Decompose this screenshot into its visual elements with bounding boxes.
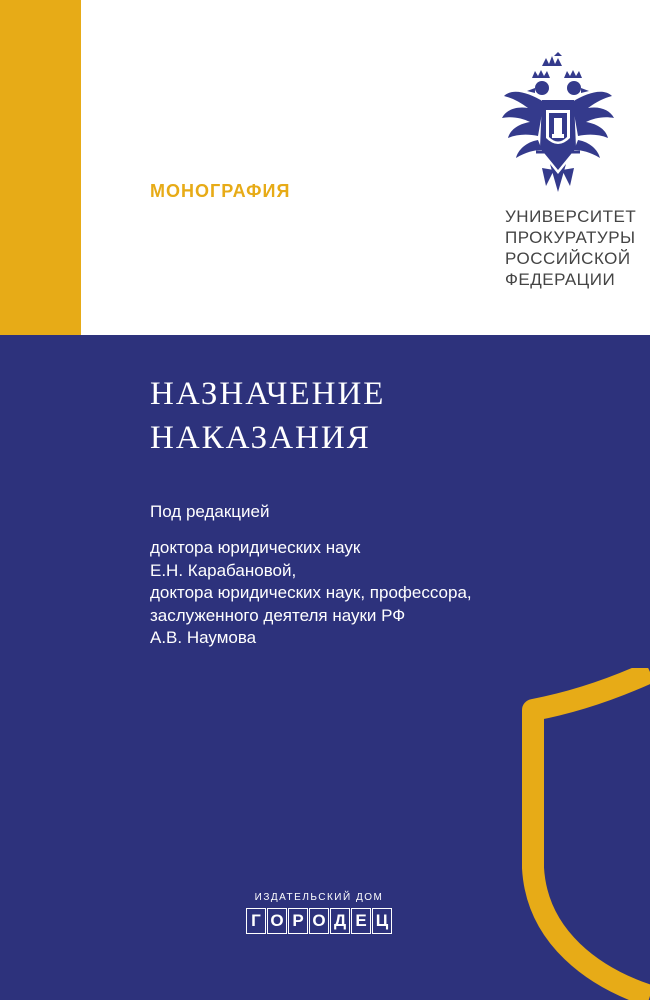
double-headed-eagle-emblem-icon: [498, 52, 618, 200]
publisher-letter: Р: [288, 908, 308, 934]
publisher-logo: [244, 892, 394, 934]
editor-line: заслуженного деятеля науки РФ: [150, 605, 406, 625]
publisher-letter: О: [309, 908, 329, 934]
publisher-label: ИЗДАТЕЛЬСКИЙ ДОМ: [254, 892, 384, 903]
cover-top-section: [0, 0, 650, 335]
publisher-letter: Г: [246, 908, 266, 934]
shield-outline-icon: [515, 668, 650, 1000]
publisher-letter: Е: [351, 908, 371, 934]
university-name: [505, 206, 640, 290]
publisher-letter: Ц: [372, 908, 392, 934]
book-title-line: НАКАЗАНИЯ: [150, 420, 371, 456]
editor-line: доктора юридических наук: [150, 538, 361, 557]
book-title-line: НАЗНАЧЕНИЕ: [150, 376, 386, 412]
publisher-letter: О: [267, 908, 287, 934]
book-title: [150, 372, 385, 460]
publisher-letter: Д: [330, 908, 350, 934]
series-label: МОНОГРАФИЯ: [150, 181, 291, 201]
gold-strip: [0, 0, 81, 335]
editors-block: [150, 537, 472, 650]
university-name-line: ПРОКУРАТУРЫ: [505, 228, 636, 247]
university-name-line: ФЕДЕРАЦИИ: [505, 270, 616, 289]
editor-line: доктора юридических наук, профессора,: [150, 583, 472, 602]
university-name-line: РОССИЙСКОЙ: [505, 249, 631, 268]
editor-line: А.В. Наумова: [150, 628, 257, 647]
university-name-line: УНИВЕРСИТЕТ: [505, 207, 637, 226]
publisher-wordmark: [244, 908, 394, 934]
editor-intro: Под редакцией: [150, 502, 270, 521]
editor-line: Е.Н. Карабановой,: [150, 560, 297, 580]
